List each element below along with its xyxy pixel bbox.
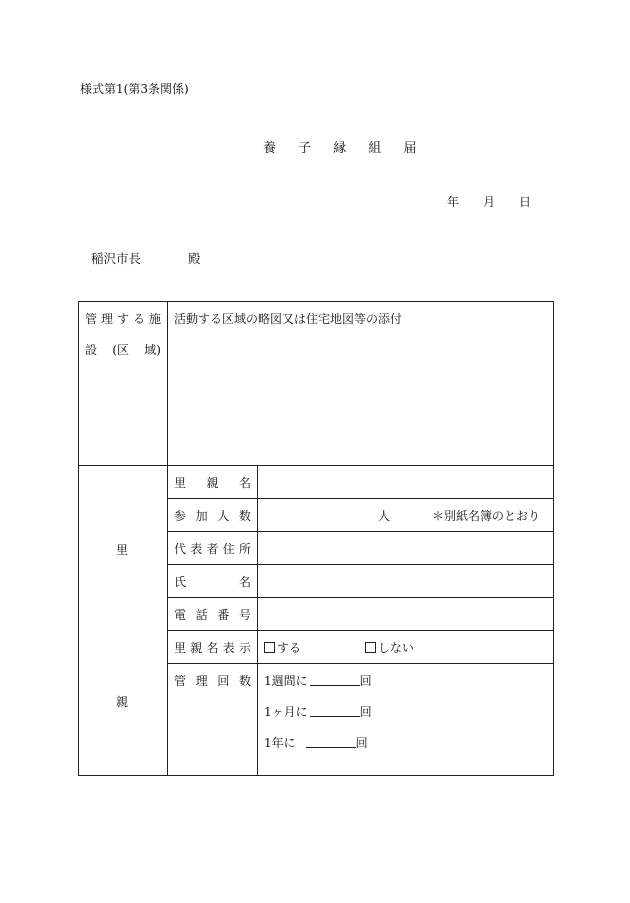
satooya-name-row	[79, 466, 554, 499]
count-yearly-input[interactable]	[306, 734, 356, 748]
rep-address-label: 代 表 者 住 所	[168, 532, 258, 565]
facility-label-cell	[79, 302, 168, 466]
count-label: 管 理 回 数	[168, 664, 258, 776]
display-no-checkbox[interactable]	[365, 642, 376, 653]
phone-field[interactable]	[258, 598, 554, 631]
satooya-name-field[interactable]	[258, 466, 554, 499]
phone-label: 電 話 番 号	[168, 598, 258, 631]
display-yes-label: する	[277, 640, 302, 655]
participants-label: 参 加 人 数	[168, 499, 258, 532]
date-month: 月	[483, 195, 496, 209]
date-year: 年	[447, 195, 460, 209]
display-no-option[interactable]	[365, 639, 414, 656]
participants-unit: 人	[378, 508, 391, 523]
form-number: 様式第1(第3条関係)	[80, 82, 189, 96]
count-monthly: 1ヶ月に 回	[264, 705, 372, 719]
display-yes-option[interactable]	[264, 639, 301, 656]
date-line	[447, 193, 531, 210]
facility-map-attachment-field[interactable]	[168, 302, 554, 466]
facility-row	[79, 302, 554, 466]
full-name-field[interactable]	[258, 565, 554, 598]
participants-field[interactable]	[258, 499, 554, 532]
count-weekly-input[interactable]	[310, 672, 360, 686]
application-form-table	[78, 301, 554, 776]
count-monthly-input[interactable]	[310, 703, 360, 717]
count-fields	[258, 664, 554, 776]
date-day: 日	[519, 195, 532, 209]
facility-label-line1: 管 理 す る 施	[85, 312, 161, 326]
display-yes-checkbox[interactable]	[264, 642, 275, 653]
facility-map-instruction: 活動する区域の略図又は住宅地図等の添付	[174, 312, 403, 326]
facility-label-line2: 設 (区 域)	[85, 343, 161, 357]
satooya-char-2: 親	[116, 695, 129, 709]
document-title: 養 子 縁 組 届	[263, 141, 426, 156]
addressee	[91, 249, 201, 267]
satooya-group-label	[79, 466, 168, 776]
display-label: 里 親 名 表 示	[168, 631, 258, 664]
satooya-name-label: 里 親 名	[168, 466, 258, 499]
display-options	[258, 631, 554, 664]
full-name-label: 氏 名	[168, 565, 258, 598]
count-yearly: 1年に 回	[264, 736, 368, 750]
rep-address-field[interactable]	[258, 532, 554, 565]
addressee-name: 稲沢市長	[91, 251, 142, 266]
satooya-char-1: 里	[116, 543, 129, 557]
display-no-label: しない	[377, 640, 414, 655]
participants-note: ＊別紙名簿のとおり	[432, 508, 541, 523]
count-weekly: 1週間に 回	[264, 674, 372, 688]
addressee-honorific: 殿	[188, 251, 201, 266]
